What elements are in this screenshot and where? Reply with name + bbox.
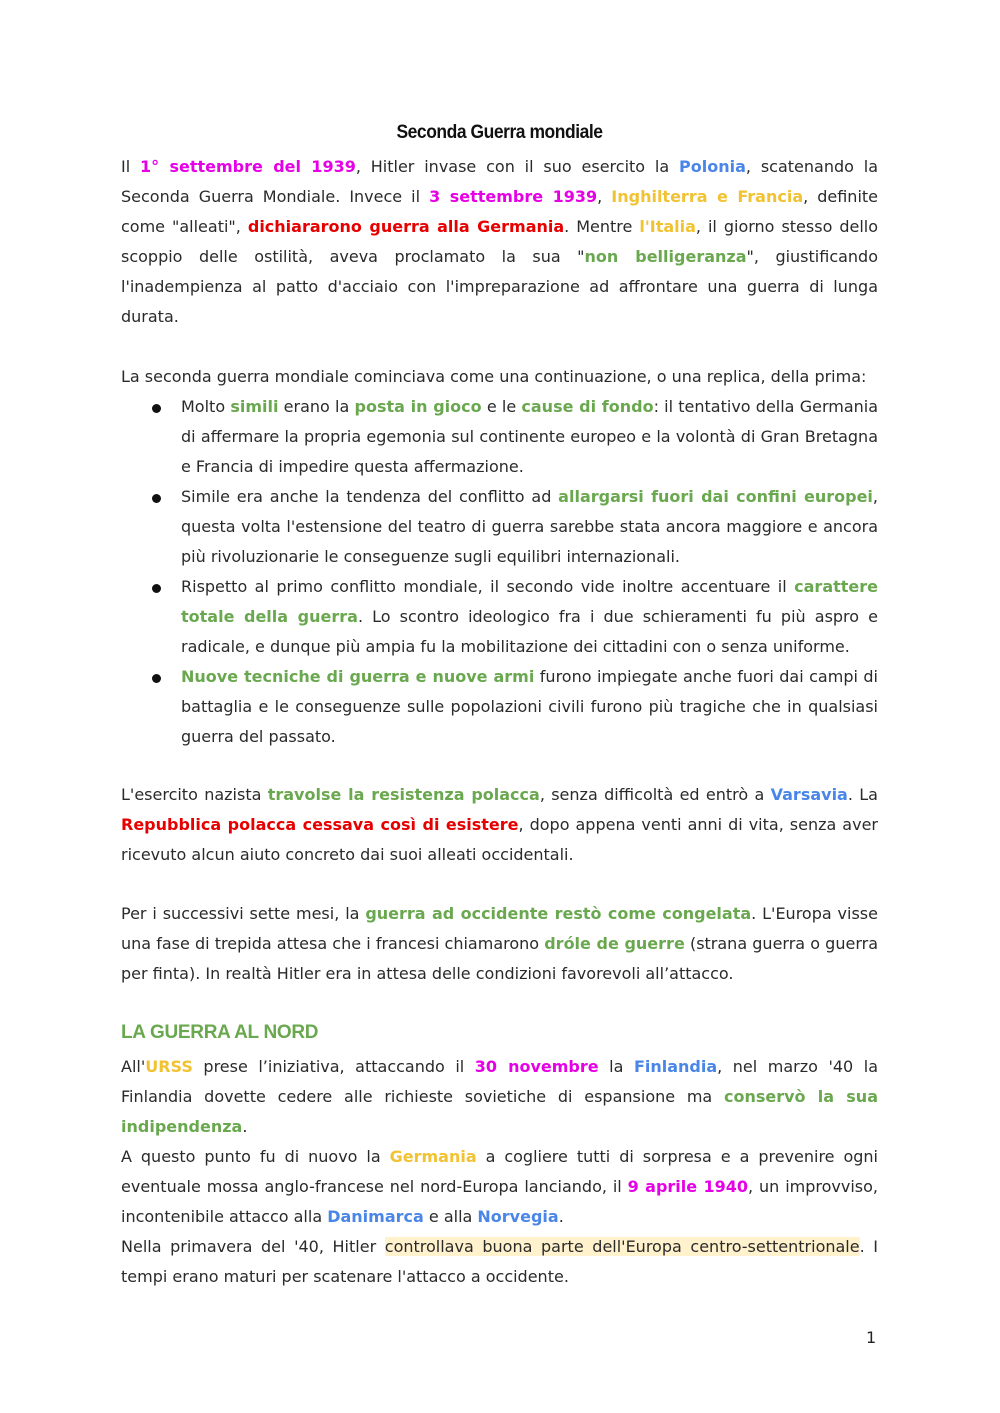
place-highlight: Danimarca [327, 1207, 424, 1226]
text: . [242, 1117, 248, 1136]
bullet-icon [152, 674, 161, 683]
text: : il tentativo della Germania di affermare la propria egemonia sul continente europeo e la volontà di Gran Bretagna e Francia di impedire questa affermazione. [181, 397, 879, 476]
text: . La [847, 785, 878, 804]
text: , [597, 187, 612, 206]
text: e le [481, 397, 522, 416]
text: , il giorno stesso dello scoppio delle ostilità, aveva proclamato la sua " [121, 217, 879, 266]
text: ", giustificando l'inadempienza al patto d'acciaio con l'impreparazione ad affrontare una guerra di lunga durata. [121, 247, 878, 326]
concept-highlight: carattere totale della guerra [181, 577, 878, 626]
place-highlight: Norvegia [477, 1207, 559, 1226]
text: , definite come "alleati", [121, 187, 879, 236]
text: furono impiegate anche fuori dai campi di battaglia e le conseguenze sulle popolazioni civili furono più tragiche che in qualsiasi guerra del passato. [181, 667, 878, 746]
text: , scatenando la Seconda Guerra Mondiale. Invece il [121, 157, 878, 206]
concept-highlight: non belligeranza [584, 247, 747, 266]
concept-highlight: posta in gioco [354, 397, 482, 416]
place-highlight: Finlandia [633, 1057, 718, 1076]
text: . I tempi erano maturi per scatenare l'attacco a occidente. [121, 1237, 879, 1286]
bullet-icon [152, 404, 161, 413]
list-item [121, 392, 878, 482]
paragraph-poland [121, 780, 878, 870]
document-title: Seconda Guerra mondiale [396, 122, 603, 143]
text: , nel marzo '40 la Finlandia dovette cedere alle richieste sovietiche di espansione ma [121, 1057, 879, 1106]
concept-highlight: allargarsi fuori dai confini europei [558, 487, 873, 506]
text: . Mentre [564, 217, 640, 236]
text: Nella primavera del '40, Hitler [121, 1237, 385, 1256]
date-highlight: 9 aprile 1940 [627, 1177, 749, 1196]
text: . L'Europa visse una fase di trepida attesa che i francesi chiamarono [121, 904, 878, 953]
list-item [121, 662, 878, 752]
concept-highlight: Nuove tecniche di guerra e nuove armi [181, 667, 535, 686]
date-highlight: 30 novembre [474, 1057, 599, 1076]
concept-highlight: guerra ad occidente restò come congelata [365, 904, 752, 923]
text: A questo punto fu di nuovo la [121, 1147, 390, 1166]
text: , Hitler invase con il suo esercito la [355, 157, 680, 176]
list-item [121, 482, 878, 572]
section-heading: LA GUERRA AL NORD [121, 1022, 319, 1043]
text: . [558, 1207, 564, 1226]
paragraph-germany-north [121, 1142, 878, 1232]
date-highlight: 3 settembre 1939 [429, 187, 598, 206]
concept-highlight: conservò la sua indipendenza [121, 1087, 878, 1136]
actor-highlight: Inghilterra e Francia [611, 187, 804, 206]
text: L'esercito nazista [121, 785, 268, 804]
text: , questa volta l'estensione del teatro di guerra sarebbe stata ancora maggiore e ancora più rivoluzionarie le conseguenze sugli equilibri internazionali. [181, 487, 878, 566]
text: e alla [423, 1207, 478, 1226]
alert-highlight: Repubblica polacca cessava così di esistere [121, 815, 519, 834]
bullet-list [121, 392, 878, 752]
marker-highlight: controllava buona parte dell'Europa centro-settentrionale [384, 1237, 860, 1256]
text: Il [121, 157, 141, 176]
place-highlight: Varsavia [770, 785, 848, 804]
place-highlight: Polonia [679, 157, 746, 176]
text: erano la [278, 397, 355, 416]
bullet-icon [152, 494, 161, 503]
list-item [121, 572, 878, 662]
alert-highlight: dichiararono guerra alla Germania [247, 217, 565, 236]
paragraph-intro [121, 152, 878, 332]
concept-highlight: simili [230, 397, 279, 416]
actor-highlight: URSS [145, 1057, 193, 1076]
text: Rispetto al primo conflitto mondiale, il secondo vide inoltre accentuare il [181, 577, 795, 596]
text: a cogliere tutti di sorpresa e a prevenire ogni eventuale mossa anglo-francese nel nord-Europa lanciando, il [121, 1147, 878, 1196]
text: , dopo appena venti anni di vita, senza aver ricevuto alcun aiuto concreto dai suoi alleati occidentali. [121, 815, 879, 864]
text: All' [121, 1057, 146, 1076]
paragraph-phoney-war [121, 899, 878, 989]
text: , un improvviso, incontenibile attacco alla [121, 1177, 878, 1226]
paragraph-continuation: La seconda guerra mondiale cominciava come una continuazione, o una replica, della prima: [121, 367, 867, 386]
text: . Lo scontro ideologico fra i due schieramenti fu più aspro e radicale, e dunque più ampia fu la mobilitazione dei cittadini con o senza uniforme. [181, 607, 879, 656]
text: Molto [181, 397, 231, 416]
text: la [598, 1057, 634, 1076]
actor-highlight: l'Italia [639, 217, 696, 236]
actor-highlight: Germania [389, 1147, 477, 1166]
concept-highlight: cause di fondo [521, 397, 654, 416]
concept-highlight: travolse la resistenza polacca [267, 785, 540, 804]
text: (strana guerra o guerra per finta). In realtà Hitler era in attesa delle condizioni favorevoli all’attacco. [121, 934, 878, 983]
date-highlight: 1° settembre del 1939 [140, 157, 356, 176]
bullet-icon [152, 584, 161, 593]
text: Per i successivi sette mesi, la [121, 904, 366, 923]
paragraph-urss [121, 1052, 878, 1142]
text: , senza difficoltà ed entrò a [539, 785, 771, 804]
paragraph-spring-40 [121, 1232, 878, 1292]
concept-highlight: dróle de guerre [544, 934, 685, 953]
text: Simile era anche la tendenza del conflitto ad [181, 487, 559, 506]
text: prese l’iniziativa, attaccando il [192, 1057, 475, 1076]
page-number: 1 [866, 1328, 877, 1347]
